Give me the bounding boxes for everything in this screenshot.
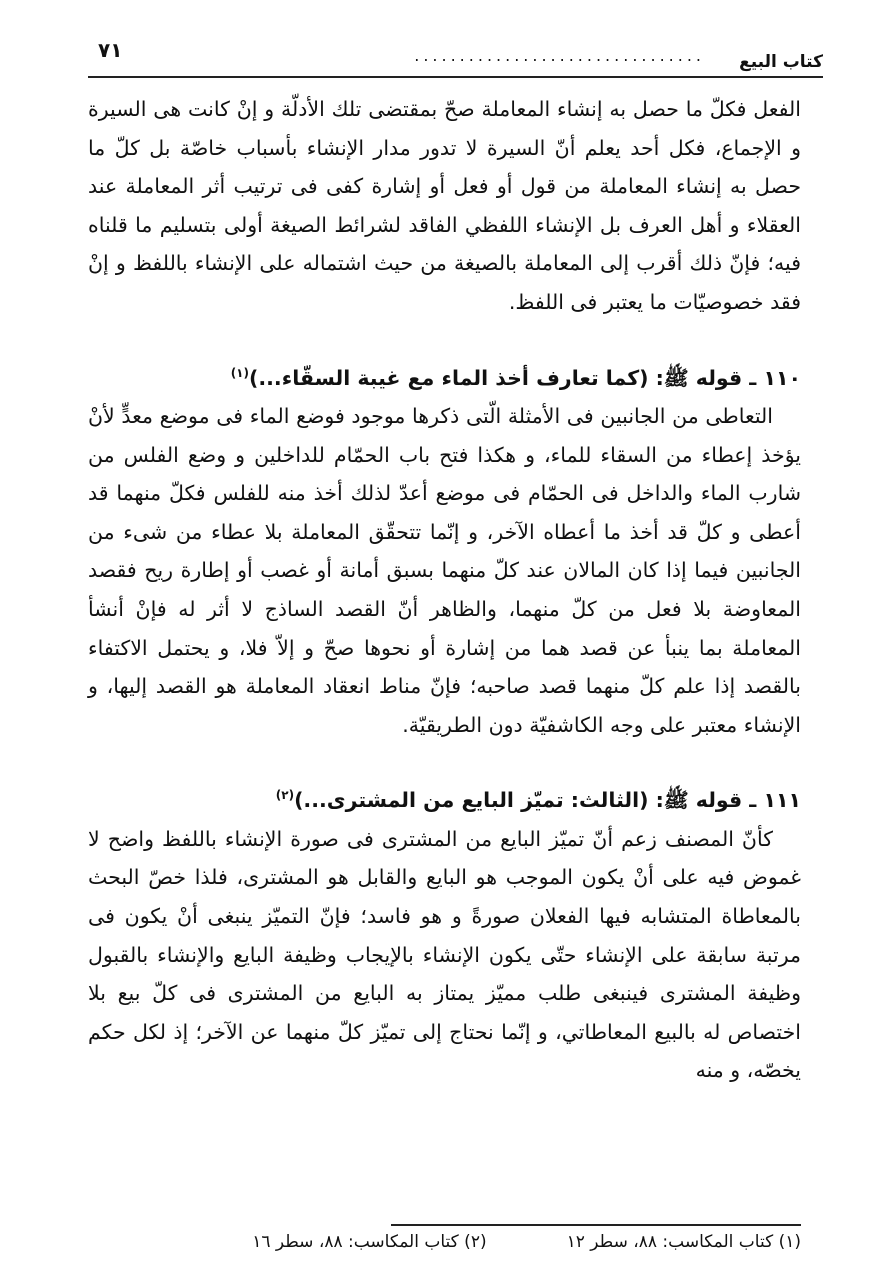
footnote-ref-2: (٢) [275,788,295,803]
main-text [88,90,801,1090]
footnotes [241,1232,801,1252]
footnote-1: (١) كتاب المكاسب: ٨٨، سطر ١٢ [566,1232,801,1252]
section-heading-111-text: ١١١ ـ قوله ﷺ: (الثالث: تميّز البايع من المشترى...) [294,788,801,813]
footnote-2: (٢) كتاب المكاسب: ٨٨، سطر ١٦ [252,1232,487,1252]
section-heading-110-text: ١١٠ ـ قوله ﷺ: (كما تعارف أخذ الماء مع غيبة السقّاء...) [248,365,801,390]
paragraph-110: التعاطى من الجانبين فى الأمثلة الّتى ذكرها موجود فوضع الماء فى موضع معدٍّ لأنْ يؤخذ إعطاء من السقاء للماء، و هكذا فتح باب الحمّام للداخلين و وضع الفلس من شارب الماء والداخل فى الحمّام فى موضع أعدّ لذلك أخذ منه للفلس فكلّ منهما قد أعطى و كلّ قد أخذ ما أعطاه الآخر، و إنّما تتحقّق المعاملة بلا عطاء من شىء من الجانبين فيما إذا كان المالان عند كلّ منهما بسبق أمانة أو غصب أو إطارة ريح فقصد المعاوضة بلا فعل من كلّ منهما، والظاهر أنّ القصد الساذج لا أثر له فإنْ أنشأ المعاملة بما ينبأ عن قصد هما من إشارة أو نحوها صحّ و إلاّ فلا، و يحتمل الاكتفاء بالقصد إذا علم كلّ منهما قصد صاحبه؛ فإنّ مناط انعقاد المعاملة هو القصد إليها، و الإنشاء معتبر على وجه الكاشفيّة دون الطريقيّة. [88,403,801,737]
running-header [88,36,823,78]
footnote-ref-1: (١) [230,365,249,380]
page-number: ٧١ [98,38,123,62]
section-heading-110 [88,354,801,397]
paragraph-111: كأنّ المصنف زعم أنّ تميّز البايع من المشترى فى صورة الإنشاء باللفظ واضح لا غموض فيه على أنْ يكون الموجب هو البايع والقابل هو المشترى، فلذا خصّ البحث بالمعاطاة المتشابه فيها الفعلان صورةً و هو فاسد؛ فإنّ التميّز ينبغى أنْ يكون فى مرتبة سابقة على الإنشاء حتّى يكون الإنشاء بالإيجاب وظيفة البايع والإنشاء بالقبول وظيفة المشترى فينبغى طلب مميّز يمتاز به البايع من المشترى فى كلّ بيع بلا اختصاص له بالبيع المعاطاتي، و إنّما نحتاج إلى تميّز كلّ منهما عن الآخر؛ إذ لكل حكم يخصّه، و منه [88,826,801,1083]
paragraph-continuation: الفعل فكلّ ما حصل به إنشاء المعاملة صحّ بمقتضى تلك الأدلّة و إنْ كانت هى السيرة و الإجماع، فكل أحد يعلم أنّ السيرة لا تدور مدار الإنشاء بأسباب خاصّة بل كلّ ما حصل به إنشاء المعاملة من قول أو فعل أو إشارة كفى فى ترتيب أثر المعاملة عند العقلاء و أهل العرف بل الإنشاء اللفظي الفاقد لشرائط الصيغة أولى بتسليم ما قلناه فيه؛ فإنّ ذلك أقرب إلى المعاملة بالصيغة من حيث اشتماله على الإنشاء باللفظ و إنْ فقد خصوصيّات ما يعتبر فى اللفظ. [88,97,801,314]
header-leader-dots: ................................ [414,46,705,65]
section-heading-111 [88,776,801,819]
running-header-title: كتاب البيع [739,52,823,72]
footnote-divider [391,1224,801,1226]
